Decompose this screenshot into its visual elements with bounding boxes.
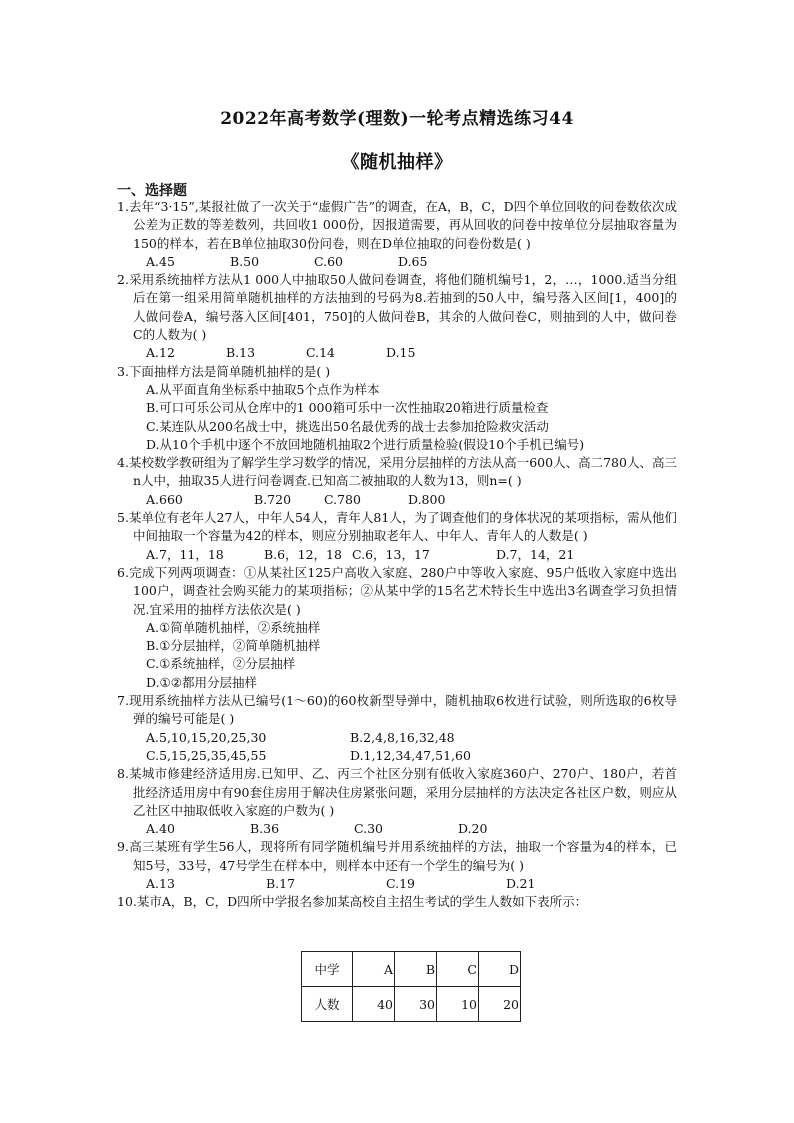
option-row [117,253,677,271]
question-9 [117,838,677,893]
question-7 [117,692,677,765]
enrollment-table [301,951,521,1022]
count-a: 40 [353,987,395,1022]
question-3 [117,363,677,454]
question-stem: 10.某市A，B，C，D四所中学报名参加某高校自主招生考试的学生人数如下表所示： [117,894,588,910]
option-c: C.某连队从200名战士中，挑选出50名最优秀的战士去参加抢险救灾活动 [146,418,549,434]
option-d: D.65 [398,253,428,269]
table-row-label: 人数 [302,987,353,1022]
table-row [302,987,521,1022]
question-stem: 6.完成下列两项调查：①从某社区125户高收入家庭、280户中等收入家庭、95户低收入家庭中选出100户，调查社会购买能力的某项指标；②从某中学的15名艺术特长生中选出3名调查学习负担情况.宜采用的抽样方法依次是( ) [117,564,677,617]
question-stem: 5.某单位有老年人27人，中年人54人，青年人81人，为了调查他们的身体状况的某项指标，需从他们中间抽取一个容量为42的样本，则应分别抽取老年人、中年人、青年人的人数是( ) [117,510,677,544]
question-1 [117,198,677,271]
option-d: D.7，14，21 [496,546,575,562]
option-d: D.从10个手机中逐个不放回地随机抽取2个进行质量检验(假设10个手机已编号) [146,436,585,452]
option-row [117,875,677,893]
option-d: D.①②都用分层抽样 [146,674,257,690]
document-title: 2022年高考数学(理数)一轮考点精选练习44 [220,109,574,129]
school-a: A [353,952,395,987]
option-d: D.15 [386,345,416,361]
option-a: A.40 [146,821,175,837]
count-b: 30 [395,987,437,1022]
option-b: B.36 [250,821,280,837]
count-d: 20 [479,987,521,1022]
option-c: C.14 [306,345,335,361]
count-c: 10 [437,987,479,1022]
option-d: D.21 [506,875,536,891]
option-c: C.19 [386,875,415,891]
option-a: A.从平面直角坐标系中抽取5个点作为样本 [146,381,380,397]
option-b: B.可口可乐公司从仓库中的1 000箱可乐中一次性抽取20箱进行质量检查 [146,400,549,416]
school-b: B [395,952,437,987]
question-stem: 2.采用系统抽样方法从1 000人中抽取50人做问卷调查，将他们随机编号1，2，…，1000.适当分组后在第一组采用简单随机抽样的方法抽到的号码为8.若抽到的50人中，编号落入区间[1，400]的人做问卷A，编号落入区间[401，750]的人做问卷B，其余的人做问卷C，则抽到的人中，做问卷C的人数为( ) [117,272,677,343]
option-a: A.7，11，18 [146,546,224,562]
option-b: B.17 [266,875,296,891]
option-d: D.800 [408,491,446,507]
option-b: B.①分层抽样，②简单随机抽样 [146,638,321,654]
question-2 [117,271,677,362]
question-stem: 3.下面抽样方法是简单随机抽样的是( ) [117,363,331,379]
option-a: A.①简单随机抽样，②系统抽样 [146,619,321,635]
school-d: D [479,952,521,987]
option-row [117,491,677,509]
question-list [117,198,677,912]
option-a: A.13 [146,875,175,891]
question-4 [117,454,677,509]
question-stem: 7.现用系统抽样方法从已编号(1～60)的60枚新型导弹中，随机抽取6枚进行试验，则所选取的6枚导弹的编号可能是( ) [117,693,677,727]
table-header-label: 中学 [302,952,353,987]
option-row [117,820,677,838]
option-d: D.20 [458,821,488,837]
option-b: B.6，12，18 [264,546,342,562]
question-stem: 8.某城市修建经济适用房.已知甲、乙、丙三个社区分别有低收入家庭360户、270户、180户，若首批经济适用房中有90套住房用于解决住房紧张问题，采用分层抽样的方法决定各社区户数，则应从乙社区中抽取低收入家庭的户数为( ) [117,766,677,818]
question-stem: 1.去年“3·15”,某报社做了一次关于“虚假广告”的调查，在A，B，C，D四个单位回收的问卷数依次成公差为正数的等差数列，共回收1 000份，因报道需要，再从回收的问卷中按单位分层抽取容量为150的样本，若在B单位抽取30份问卷，则在D单位抽取的问卷份数是( ) [117,199,677,251]
option-a: A.5,10,15,20,25,30 [146,729,267,745]
option-b: B.2,4,8,16,32,48 [350,729,455,745]
option-a: A.660 [146,491,183,507]
option-a: A.12 [146,345,175,361]
option-a: A.45 [146,253,175,269]
question-8 [117,765,677,838]
question-stem: 4.某校数学教研组为了解学生学习数学的情况，采用分层抽样的方法从高一600人、高二780人、高三n人中，抽取35人进行问卷调查.已知高二被抽取的人数为13，则n=( ) [117,455,677,489]
question-6 [117,564,677,692]
option-c: C.780 [324,491,361,507]
option-row [117,546,677,564]
section-heading: 一、选择题 [117,183,187,199]
table-row [302,952,521,987]
question-10 [117,893,677,911]
option-b: B.13 [226,345,256,361]
option-c: C.30 [354,821,383,837]
option-row [117,747,677,765]
option-row [117,344,677,362]
option-c: C.①系统抽样，②分层抽样 [146,656,296,672]
option-c: C.60 [314,253,343,269]
option-d: D.1,12,34,47,51,60 [350,747,471,763]
option-b: B.720 [254,491,292,507]
option-row [117,729,677,747]
option-b: B.50 [230,253,260,269]
school-c: C [437,952,479,987]
option-c: C.6，13，17 [352,546,430,562]
question-stem: 9.高三某班有学生56人，现将所有同学随机编号并用系统抽样的方法，抽取一个容量为4的样本，已知5号，33号，47号学生在样本中，则样本中还有一个学生的编号为( ) [117,839,677,873]
document-subtitle: 《随机抽样》 [341,152,453,173]
question-5 [117,509,677,564]
option-c: C.5,15,25,35,45,55 [146,747,267,763]
